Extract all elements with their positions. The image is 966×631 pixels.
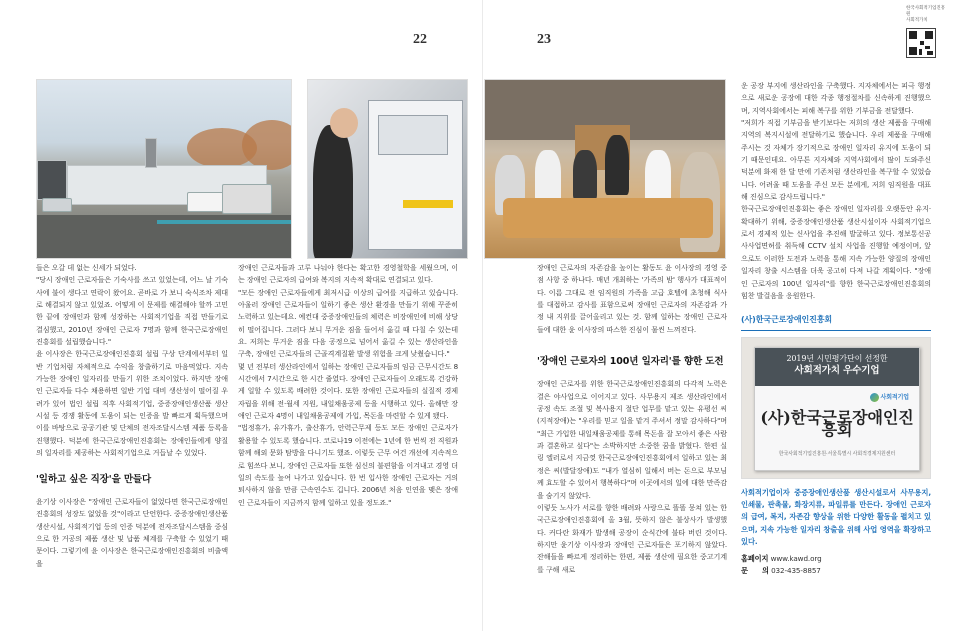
article-column-2 — [238, 262, 458, 509]
paragraph: 장애인 근로자들과 고루 나눠야 한다는 확고한 경영철학을 세웠으며, 이는 장애인 근로자의 급여와 복지의 지속적 확대로 연결되고 있다. — [238, 263, 458, 285]
paragraph: 장애인 근로자를 위한 한국근로장애인진흥회의 다각적 노력은 결은 야사업으로 이어지고 있다. 사무용지 제조 생산라인에서 공정 속도 조절 및 복사용지 절단 업무를 맡고 있는 유평선 씨(지적장애)는 "우리를 믿고 일을 맡겨 주셔서 정말 감사하다"며 "최근 가입한 내일채움공제를 통해 목돈을 잘 모아서 좋은 사람과 결혼하고 싶다"는 소박하지만 소중한 꿈을 밝혔다. 한편 실링 엘러로서 지금껏 한국근로장애인진흥회에서 일하고 있는 최정은 씨(발달장애)도 "내가 열심히 일해서 버는 돈으로 부모님께 효도할 수 있어서 행복하다"며 이곳에서의 일에 대한 만족감을 숨기지 않았다. — [537, 379, 727, 500]
page-gutter — [482, 0, 483, 631]
page-number-right: 23 — [537, 32, 551, 47]
homepage-label: 홈페이지 — [741, 553, 769, 563]
phone-number[interactable]: 032-435-8857 — [771, 566, 821, 576]
paragraph: "당시 장애인 근로자들은 기숙사를 쓰고 있었는데, 어느 날 기숙사에 불이 생다고 연락이 왔어요. 곧바로 가 보니 숙식조차 제대로 해결되지 않고 있었죠. 어떻게 이 문제를 해결해야 할까 고민한 끝에 장애인과 함께 성장하는 사회적기업을 직접 만들기로 결심했고, 2010년 장애인 근로자 7명과 함께 한국근로장애인진흥회를 설립했습니다." — [36, 275, 228, 347]
paragraph: "모든 장애인 근로자들에게 최저시급 이상의 급여를 지급하고 있습니다. 아울러 장애인 근로자들이 일하기 좋은 생산 환경을 만들기 위해 꾸준히 노력하고 있는데요. 예컨대 중증장애인들의 체력은 비장애인에 비해 상당히 떨어집니다. 그러다 보니 무거운 짐을 들어서 옮길 때 다칠 수 있는데요. 저희는 무거운 짐을 다음 공정으로 넘어서 옮길 수 있는 생산라인을 구축, 장애인 근로자들의 근골격계질환 발생 위험을 크게 낮췄습니다." — [238, 287, 458, 359]
organization-label: (사)한국근로장애인진흥회 — [741, 314, 931, 330]
award-plaque-photo — [741, 337, 931, 479]
paragraph: 이렇듯 노사가 서로를 향한 배려와 사랑으로 똘똘 뭉쳐 있는 한국근로장애인진흥회에 올 3월, 뜻하지 않은 불상사가 발생했다. 커다란 화재가 발생해 공장이 순식간에 불타 버린 것이다. 하지만 윤기상 이사장과 장애인 근로자들은 포기하지 않았다. 잔해들을 빠르게 정리하는 한편, 제품 생산에 필요한 중고기계를 구해 새로 — [537, 502, 727, 574]
organization-description: 사회적기업이자 중증장애인생산품 생산시설로서 사무용지, 인쇄물, 판촉물, 화장지류, 파일류를 만든다. 장애인 근로자의 급여, 복지, 자존감 향상을 위한 다양한 활동을 펼치고 있으며, 지속 가능한 일자리 창출을 위해 사업 영역을 확장하고 있다. — [741, 487, 931, 547]
paragraph: 몇 년 전부터 생산라인에서 일하는 장애인 근로자들의 임금 근무시간도 8시간에서 7시간으로 한 시간 줄였다. 장애인 근로자들이 오래도록 건강하게 일할 수 있도록 배려한 것이다. 또한 장애인 근로자들의 실질적 경제 자립을 위해 전·월세 지원, 내일채움공제 등을 시행하고 있다. 올해만 장애인 근로자 4명이 내일채움공제에 가입, 목돈을 마련할 수 있게 됐다. — [238, 361, 458, 421]
plaque-footer: 한국사회적기업진흥원·서울특별시 사회적경제지원센터 — [778, 451, 896, 458]
badge-line-2: 사회적가치 — [906, 18, 928, 23]
homepage-link[interactable]: www.kawd.org — [770, 553, 822, 563]
plaque-organization-name: (사)한국근로장애인진흥회 — [760, 407, 914, 439]
badge-line-1: 한국사회적기업진흥원 — [906, 6, 946, 17]
corner-badge — [906, 6, 946, 62]
phone-label: 문 의 — [741, 566, 769, 576]
worker-machine-photo — [307, 79, 468, 259]
paragraph: "법정휴가, 유가휴가, 출산휴가, 안력근무제 등도 모든 장애인 근로자가 활용할 수 있도록 했습니다. 코로나19 이전에는 1년에 한 번씩 전 직원과 함께 해외 문화 탐방을 다니기도 했죠. 이렇듯 근무 여건 개선에 지속적으로 힘쓰다 보니, 장애인 근로자들 또한 심신의 불편함을 이겨내고 경영 더 일의 속도를 높여 나가고 있습니다. 한 번 입사한 장애인 근로자는 거의 퇴사하지 않을 만큼 근속연수도 깁니다. 2006년 처음 인연을 맺은 장애인 근로자들이 지금까지 함께 일하고 있을 정도죠." — [238, 423, 458, 507]
article-column-3 — [537, 262, 727, 576]
article-column-1 — [36, 262, 228, 570]
article-column-4 — [741, 80, 931, 578]
paragraph: 윤기상 이사장은 "장애인 근로자들이 없었다면 한국근로장애인진흥회의 성장도 없었을 것"이라고 단언한다. 중증장애인생산품 생산시설, 사회적기업 등의 인증 덕분에 전자조달시스템을 중심으로 한 거공의 제품 생산 및 납품 체계를 구축할 수 있었기 때문이다. 그렇기에 윤 이사장은 한국근로장애인진흥회의 비출액을 — [36, 496, 228, 568]
contact-info — [741, 553, 931, 578]
logo-mark-icon — [870, 393, 879, 402]
page-number-left: 22 — [413, 32, 427, 47]
meeting-photo — [484, 79, 726, 259]
paragraph: 장애인 근로자의 자존감을 높이는 활동도 윤 이사장의 경영 중점 사항 중 하나다. 매년 개최하는 '가족의 밤' 행사가 대표적이다. 이름 그대로 전 임직원의 가족을 고급 호텔에 초청해 식사를 대접하고 감사를 표함으로써 장애인 근로자의 자존감과 가정 내 지위를 끌어올리고 있는 것. 함께 일하는 장애인 근로자들에 대한 윤 이사장의 따스한 진심이 물씬 느껴진다. — [537, 263, 727, 334]
paragraph: "저희가 직접 기부금을 받기보다는 저희의 생산 제품을 구매해 지역의 복지시설에 전달하기로 했습니다. 우리 제품을 구매해 주시는 것 자체가 장기적으로 장애인 일자리 유지에 도움이 되기 때문인데요. 아무튼 지자체와 지역사회에서 많이 도와주신 덕분에 화재 한 달 만에 기존처럼 생산라인을 복구할 수 있었습니다. 어려울 때 도움을 주신 모든 분에게, 저희 임직원을 대표해 진심으로 감사드립니다." — [741, 118, 931, 202]
section-heading: '일하고 싶은 직장'을 만들다 — [36, 473, 152, 485]
paragraph: 운 공장 부지에 생산라인을 구축했다. 지자체에서는 피극 행정으로 새로운 공장에 대한 각종 행정절차를 신속하게 진행했으며, 지역사회에서는 피해 복구를 위한 기부금을 전달했다. — [741, 81, 931, 115]
paragraph: 윤 이사장은 한국근로장애인진흥회 설립 구상 단계에서부터 일반 기업처럼 자체적으로 수익을 창출하기로 마음먹었다. 지속 가능한 장애인 일자리를 만들기 위한 조치이었다. 하지만 장애인 근로자들 다수 채용하면 일반 기업 대비 생산성이 떨어질 우려가 있어 법인 설립 직후 사회적기업, 중증장애인생산품 생산시설 등 경쟁 활동에 도움이 되는 인증을 발 빠르게 획득했으며 이를 바탕으로 공공기관 및 단체의 전자조달시스템 제품 등록을 진행했다. 덕분에 한국근로장애인진흥회는 장애인들에게 양질의 일자리를 제공하는 사회적기업으로 거듭날 수 있었다. — [36, 349, 228, 458]
logo-text: 사회적기업 — [880, 393, 909, 401]
qr-code-icon — [906, 28, 936, 58]
paragraph: 들은 오갈 데 없는 신세가 되었다. — [36, 263, 137, 272]
section-heading: '장애인 근로자의 100년 일자리'를 향한 도전 — [537, 356, 724, 368]
paragraph: 한국근로장애인진흥회는 좋은 장애인 일자리를 오랫동안 유지·확대하기 위해, 중증장애인생산품 생산시설이자 사회적기업으로서 경제적 있는 신사업을 추진해 발굴하고 있다. 정보통신공사사업면허를 취득해 CCTV 설치 사업을 진행할 예정이며, 앞으로도 이러한 도전과 노력을 통해 지속 가능한 양질의 장애인 일자리 창출 시스템을 더욱 공고히 다져 나갈 계획이다. "장애인 근로자의 100년 일자리"를 향한 한국근로장애인진흥회의 힘찬 발걸음을 응원한다. — [741, 204, 931, 300]
factory-exterior-photo — [36, 79, 292, 259]
plaque-line-2: 사회적가치 우수기업 — [794, 364, 880, 376]
award-plaque — [754, 347, 920, 471]
plaque-line-1: 2019년 시민평가단이 선정한 — [786, 353, 888, 363]
social-enterprise-logo — [870, 392, 909, 404]
